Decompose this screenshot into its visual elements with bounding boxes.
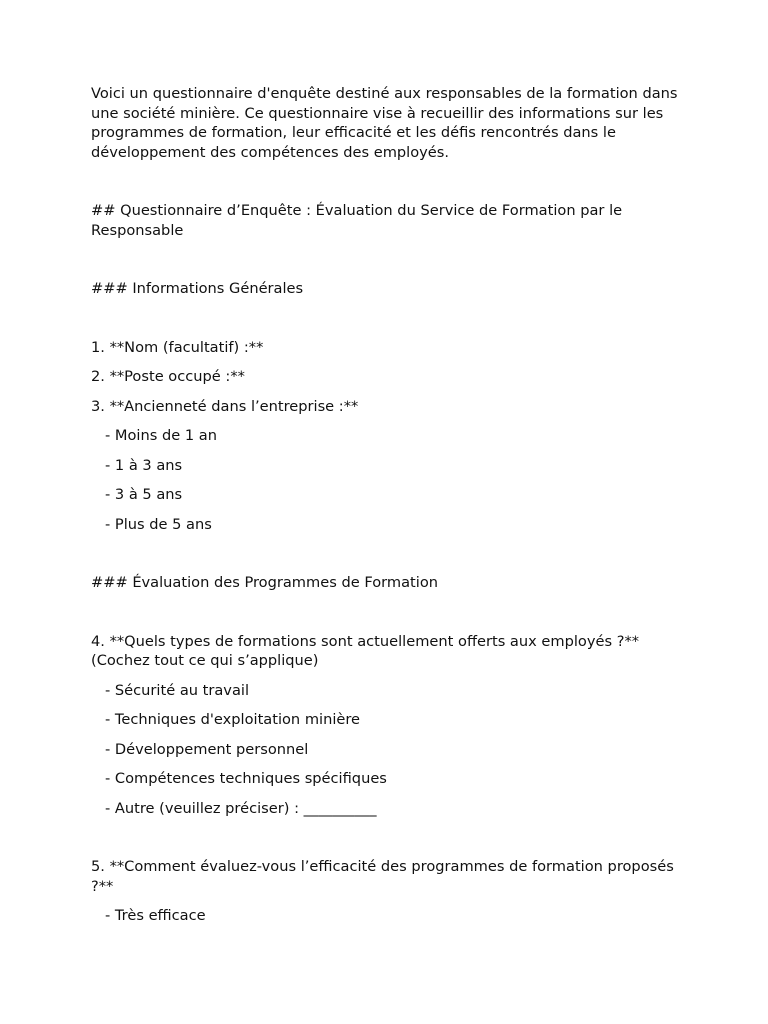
q5-option: - Très efficace xyxy=(105,907,206,924)
q4-option: - Sécurité au travail xyxy=(105,681,249,699)
question-4: 4. **Quels types de formations sont actuellement offerts aux employés ?** (Cochez tout ce qui s’applique) xyxy=(91,632,640,669)
q3-option: - 1 à 3 ans xyxy=(105,456,183,474)
q4-option: - Développement personnel xyxy=(105,740,309,758)
q3-option: - 3 à 5 ans xyxy=(105,486,183,503)
intro-paragraph: Voici un questionnaire d'enquête destiné aux responsables de la formation dans une société minière. Ce questionnaire vise à recueillir des informations sur les programmes de formation, leur efficacité et les défis rencontrés dans le développement des compétences des employés. xyxy=(91,85,678,161)
q3-option: - Plus de 5 ans xyxy=(105,515,212,533)
question-3: 3. **Ancienneté dans l’entreprise :** xyxy=(91,397,359,415)
q4-option: - Compétences techniques spécifiques xyxy=(105,770,387,787)
section-heading-program-evaluation: ### Évaluation des Programmes de Formation xyxy=(91,574,439,591)
questionnaire-title: ## Questionnaire d’Enquête : Évaluation du Service de Formation par le Responsable xyxy=(91,202,623,239)
question-5: 5. **Comment évaluez-vous l’efficacité des programmes de formation proposés ?** xyxy=(91,858,674,895)
question-1: 1. **Nom (facultatif) :** xyxy=(91,338,264,356)
question-2: 2. **Poste occupé :** xyxy=(91,368,245,385)
section-heading-general-info: ### Informations Générales xyxy=(91,280,304,297)
q3-option: - Moins de 1 an xyxy=(105,427,217,444)
q4-option: - Techniques d'exploitation minière xyxy=(105,711,361,728)
q4-option: - Autre (veuillez préciser) : __________ xyxy=(105,799,377,817)
